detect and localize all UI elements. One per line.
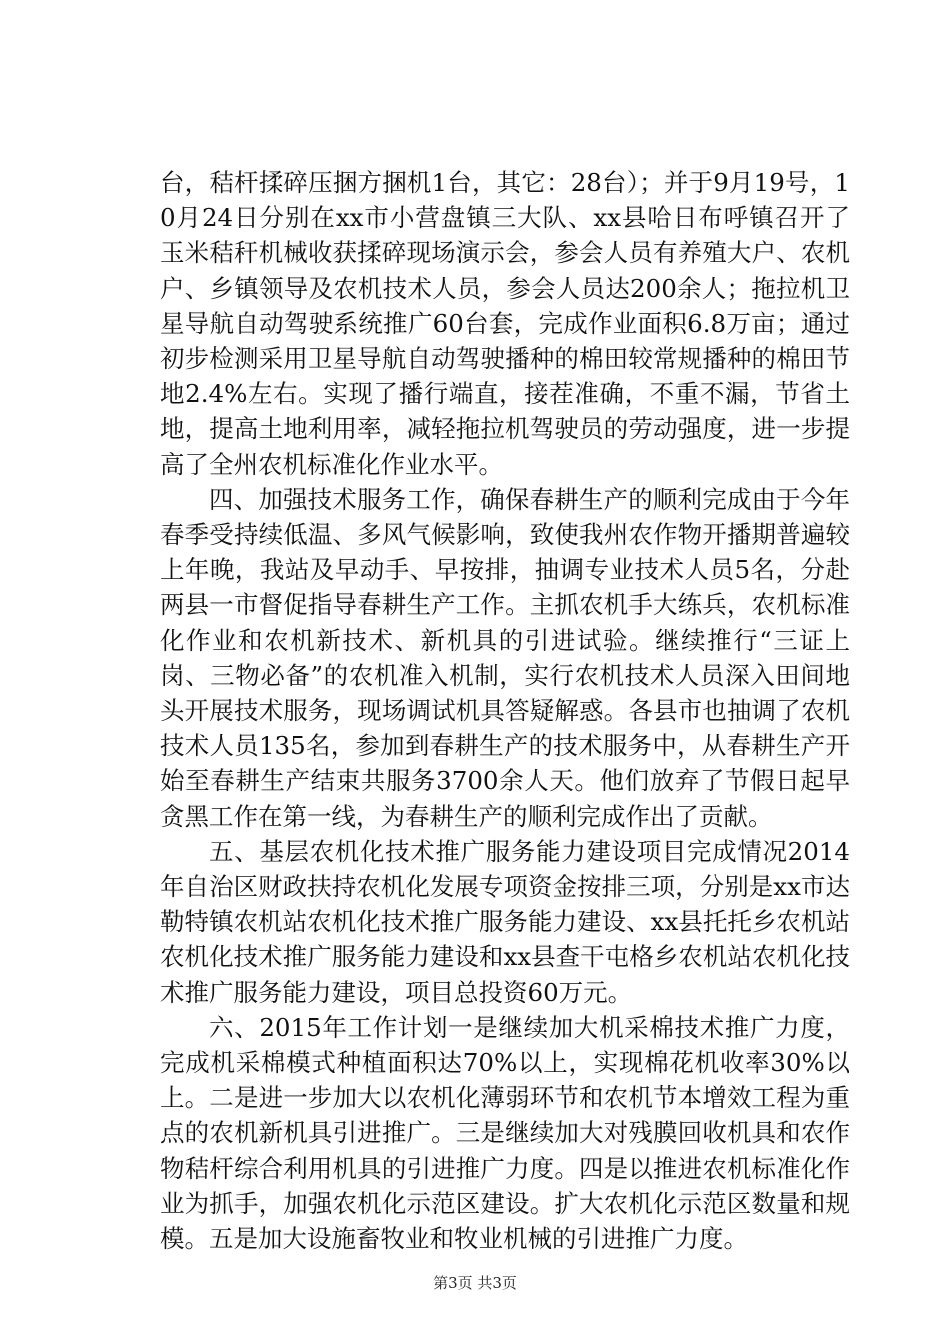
page-number-footer: 第3页 共3页 [433, 1274, 517, 1292]
paragraph-section-six: 六、2015年工作计划一是继续加大机采棉技术推广力度，完成机采棉模式种植面积达70%以上，实现棉花机收率30%以上。二是进一步加大以农机化薄弱环节和农机节本增效工程为重点的农机新机具引进推广。三是继续加大对残膜回收机具和农作物秸杆综合利用机具的引进推广力度。四是以推进农机标准化作业为抓手，加强农机化示范区建设。扩大农机化示范区数量和规模。五是加大设施畜牧业和牧业机械的引进推广力度。 [160, 1012, 850, 1254]
paragraph-section-four: 四、加强技术服务工作，确保春耕生产的顺利完成由于今年春季受持续低温、多风气候影响，致使我州农作物开播期普遍较上年晚，我站及早动手、早按排，抽调专业技术人员5名，分赴两县一市督促指导春耕生产工作。主抓农机手大练兵，农机标准化作业和农机新技术、新机具的引进试验。继续推行“三证上岗、三物必备”的农机准入机制，实行农机技术人员深入田间地头开展技术服务，现场调试机具答疑解惑。各县市也抽调了农机技术人员135名，参加到春耕生产的技术服务中，从春耕生产开始至春耕生产结束共服务3700余人天。他们放弃了节假日起早贪黑工作在第一线，为春耕生产的顺利完成作出了贡献。 [160, 484, 850, 831]
paragraph-section-five: 五、基层农机化技术推广服务能力建设项目完成情况2014年自治区财政扶持农机化发展专项资金按排三项，分别是xx市达勒特镇农机站农机化技术推广服务能力建设、xx县托托乡农机站农机化技术推广服务能力建设和xx县查干屯格乡农机站农机化技术推广服务能力建设，项目总投资60万元。 [160, 836, 850, 1007]
paragraph-continuation: 台，秸杆揉碎压捆方捆机1台，其它：28台）；并于9月19号，10月24日分别在xx市小营盘镇三大队、xx县哈日布呼镇召开了玉米秸秆机械收获揉碎现场演示会，参会人员有养殖大户、农机户、乡镇领导及农机技术人员，参会人员达200余人；拖拉机卫星导航自动驾驶系统推广60台套，完成作业面积6.8万亩；通过初步检测采用卫星导航自动驾驶播种的棉田较常规播种的棉田节地2.4%左右。实现了播行端直，接茬准确，不重不漏，节省土地，提高土地利用率，减轻拖拉机驾驶员的劳动强度，进一步提高了全州农机标准化作业水平。 [160, 168, 850, 479]
document-body [160, 165, 850, 1256]
